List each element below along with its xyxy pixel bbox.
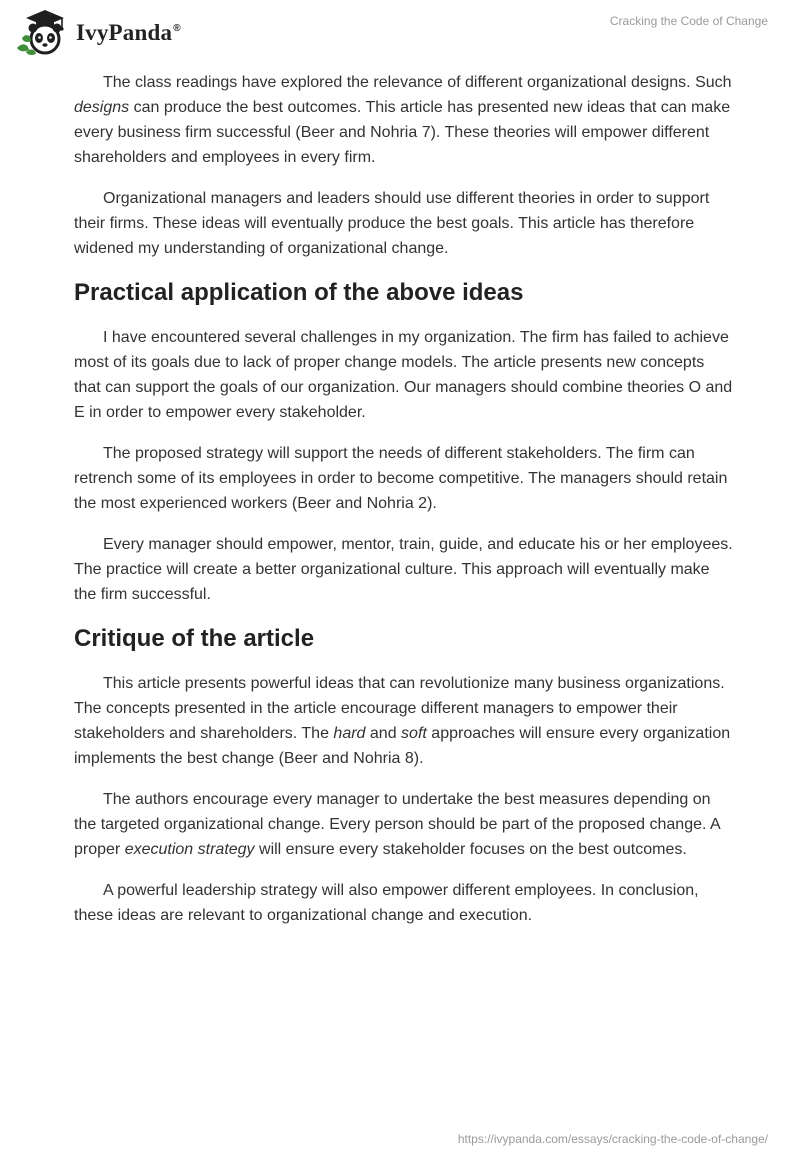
emphasis-hard: hard — [333, 725, 366, 742]
paragraph-2: Organizational managers and leaders should use different theories in order to support their firms. These ideas will eventually produce the best goals. This article has therefore widened my understanding of organizational change. — [74, 190, 710, 257]
paragraph-8: A powerful leadership strategy will also empower different employees. In conclusion, these ideas are relevant to organizational change and execution. — [74, 882, 699, 924]
ivypanda-logo[interactable] — [14, 8, 181, 56]
emphasis-soft: soft — [401, 725, 427, 742]
section-heading-critique: Critique of the article — [74, 625, 315, 652]
section-heading-practical-application: Practical application of the above ideas — [74, 279, 524, 306]
logo-wordmark: IvyPanda® — [76, 20, 181, 45]
paragraph-7: The authors encourage every manager to undertake the best measures depending on the targeted organizational change. Every person should be part of the proposed change. A proper execution strategy will ensure every stakeholder focuses on the best outcomes. — [74, 791, 720, 858]
paragraph-3: I have encountered several challenges in my organization. The firm has failed to achieve most of its goals due to lack of proper change models. The article presents new concepts that can support the goals of our organization. Our managers should combine theories O and E in order to empower every stakeholder. — [74, 329, 733, 421]
registered-mark: ® — [173, 23, 181, 35]
paragraph-4: The proposed strategy will support the needs of different stakeholders. The firm can retrench some of its employees in order to become competitive. The managers should retain the most experienced workers (Beer and Nohria 2). — [74, 445, 728, 512]
paragraph-1: The class readings have explored the relevance of different organizational designs. Such designs can produce the best outcomes. This article has presented new ideas that can make every business firm successful (Beer and Nohria 7). These theories will empower different shareholders and employees in every firm. — [74, 74, 732, 166]
emphasis-designs: designs — [74, 99, 130, 116]
page-header — [0, 0, 800, 64]
essay-body — [74, 70, 734, 944]
panda-graduate-icon — [14, 8, 72, 56]
emphasis-execution-strategy: execution strategy — [124, 841, 255, 858]
paragraph-5: Every manager should empower, mentor, train, guide, and educate his or her employees. The practice will create a better organizational culture. This approach will eventually make the firm successful. — [74, 536, 733, 603]
paragraph-6: This article presents powerful ideas that can revolutionize many business organizations. The concepts presented in the article encourage different managers to empower their stakeholders and shareholders. The hard and soft approaches will ensure every organization implements the best change (Beer and Nohria 8). — [74, 675, 731, 767]
source-url[interactable]: https://ivypanda.com/essays/cracking-the-code-of-change/ — [457, 1132, 768, 1146]
running-title: Cracking the Code of Change — [609, 14, 768, 28]
